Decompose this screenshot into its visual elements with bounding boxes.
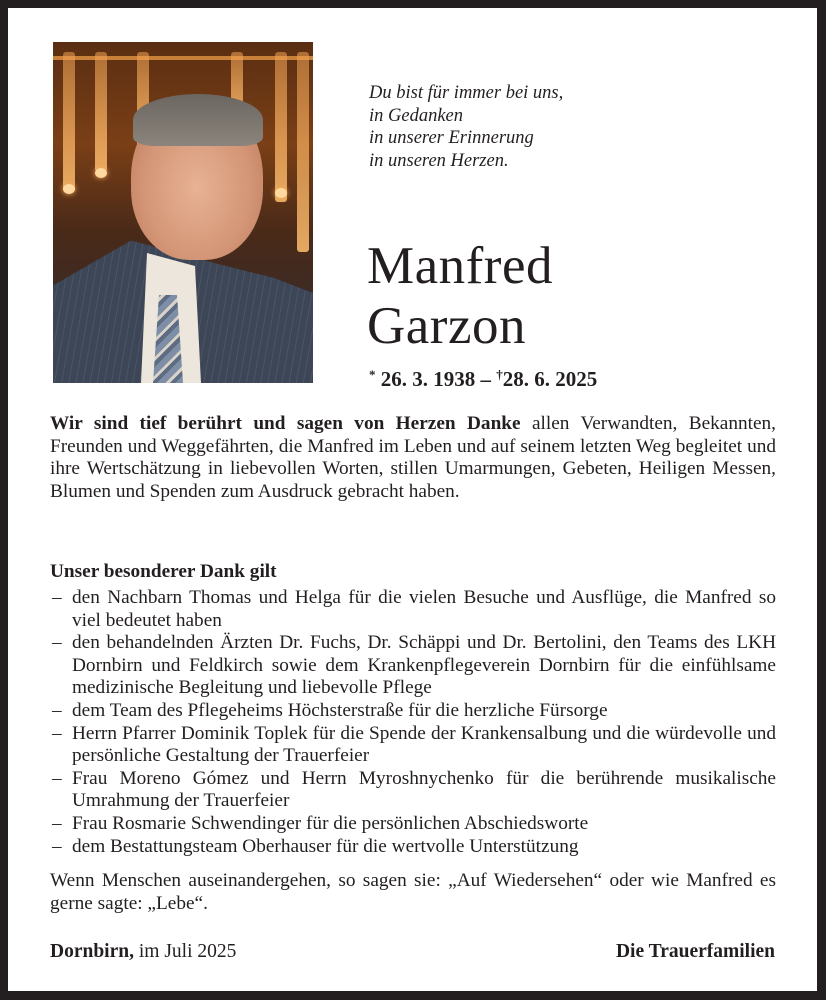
photo-lamp-rail xyxy=(53,56,313,60)
intro-paragraph xyxy=(50,413,776,503)
quote-line: in unserer Erinnerung xyxy=(369,128,534,148)
dash-bullet: – xyxy=(52,587,62,608)
list-item: – Frau Moreno Gómez und Herrn Myroshnychenko für die berührende musikalische Umrahmung der Trauerfeier xyxy=(52,767,776,812)
intro-bold-lead: Wir sind tief berührt und sagen von Herzen Danke xyxy=(50,413,521,434)
place-and-date xyxy=(50,941,236,963)
dash-bullet: – xyxy=(52,767,62,789)
memorial-quote xyxy=(369,82,563,172)
photo-lamp xyxy=(95,52,107,172)
quote-line: in Gedanken xyxy=(369,105,464,126)
death-date: 28. 6. 2025 xyxy=(502,367,598,391)
list-item: – Herrn Pfarrer Dominik Toplek für die Spende der Krankensalbung und die würdevolle und persönliche Gestaltung der Trauerfeier xyxy=(52,722,776,767)
closing-paragraph: Wenn Menschen auseinandergehen, so sagen sie: „Auf Wiedersehen“ oder wie Manfred es gerne sagte: „Lebe“. xyxy=(50,870,776,914)
list-item: – Frau Rosmarie Schwendinger für die persönlichen Abschiedsworte xyxy=(52,812,589,834)
date: im Juli 2025 xyxy=(133,941,237,962)
quote-line: Du bist für immer bei uns, xyxy=(369,83,564,103)
date-separator: – xyxy=(480,367,491,391)
list-item: – dem Bestattungsteam Oberhauser für die wertvolle Unterstützung xyxy=(52,835,579,857)
quote-line: in unseren Herzen. xyxy=(369,150,509,171)
list-item: – den behandelnden Ärzten Dr. Fuchs, Dr. Schäppi und Dr. Bertolini, den Teams des LKH Dornbirn und Feldkirch sowie dem Krankenpflegeverein Dornbirn für die einfühlsame medizinische Begleitung und liebevolle Pflege xyxy=(52,632,776,699)
life-dates xyxy=(369,367,597,392)
photo-hair xyxy=(133,94,263,146)
photo-lamp xyxy=(275,52,287,202)
dash-bullet: – xyxy=(52,632,62,654)
deceased-name xyxy=(367,236,553,356)
signature: Die Trauerfamilien xyxy=(615,941,775,962)
dash-bullet: – xyxy=(52,699,62,721)
birth-star-icon: * xyxy=(369,367,376,382)
dash-bullet: – xyxy=(52,812,62,834)
photo-lamp-glow xyxy=(63,184,75,194)
portrait-photo xyxy=(53,42,313,383)
photo-lamp-glow xyxy=(275,188,287,198)
list-item: – den Nachbarn Thomas und Helga für die vielen Besuche und Ausflüge, die Manfred so viel bedeutet haben xyxy=(52,587,776,631)
place: Dornbirn, xyxy=(50,941,134,962)
birth-date: 26. 3. 1938 xyxy=(380,367,476,391)
dash-bullet: – xyxy=(52,835,62,857)
photo-lamp xyxy=(63,52,75,192)
photo-lamp-glow xyxy=(95,168,107,178)
first-name: Manfred xyxy=(367,237,553,295)
photo-lamp xyxy=(297,52,309,252)
last-name: Garzon xyxy=(367,297,526,355)
special-thanks-list xyxy=(50,587,776,858)
death-cross-icon: † xyxy=(496,367,503,382)
list-item: – dem Team des Pflegeheims Höchsterstraße für die herzliche Fürsorge xyxy=(52,699,608,721)
intro-text: allen Verwandten, Bekannten, Freunden und Weggefährten, die Manfred im Leben und auf seinem letzten Weg begleitet und ihre Wertschätzung in liebevollen Worten, stillen Umarmungen, Gebeten, Heiligen Messen, Blumen und Spenden zum Ausdruck gebracht haben. xyxy=(50,413,776,502)
obituary-card xyxy=(8,8,817,991)
dash-bullet: – xyxy=(52,722,62,744)
special-thanks-heading: Unser besonderer Dank gilt xyxy=(50,561,277,582)
